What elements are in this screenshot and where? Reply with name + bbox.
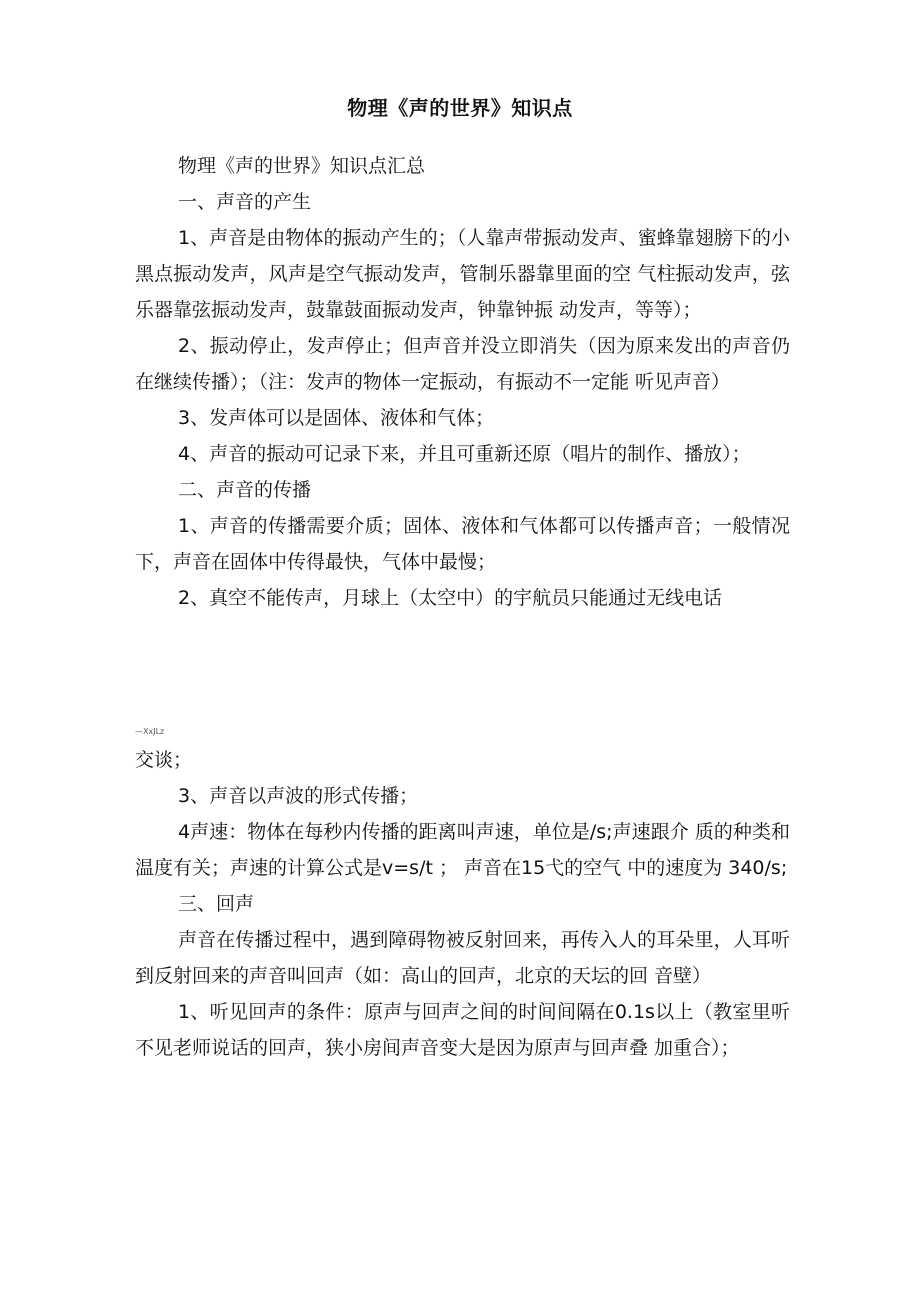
paragraph-echo-definition: 声音在传播过程中，遇到障碍物被反射回来，再传入人的耳朵里，人耳听到反射回来的声音叫回声（如：高山的回声，北京的天坛的回 音壁） (135, 929, 790, 987)
section-heading-sound-propagation: 二、声音的传播 (178, 479, 312, 501)
document-title: 物理《声的世界》知识点 (347, 96, 573, 120)
paragraph-sound-propagation-3: 3、声音以声波的形式传播； (178, 785, 419, 807)
paragraph-sound-speed: 4声速：物体在每秒内传播的距离叫声速，单位是/s;声速跟介 质的种类和温度有关；声速的计算公式是v=s/t ； 声音在15弋的空气 中的速度为 340/s; (135, 821, 790, 879)
paragraph-echo-condition: 1、听见回声的条件：原声与回声之间的时间间隔在0.1s以上（教室里听不见老师说话的回声，狭小房间声音变大是因为原声与回声叠 加重合）； (135, 1001, 790, 1059)
section-heading-echo: 三、回声 (178, 893, 255, 915)
paragraph-summary-heading: 物理《声的世界》知识点汇总 (178, 155, 426, 177)
paragraph-sound-production-4: 4、声音的振动可记录下来，并且可重新还原（唱片的制作、播放）； (178, 443, 751, 465)
paragraph-sound-production-3: 3、发声体可以是固体、液体和气体； (178, 407, 495, 429)
section-heading-sound-production: 一、声音的产生 (178, 191, 312, 213)
paragraph-sound-propagation-1: 1、声音的传播需要介质；固体、液体和气体都可以传播声音；一般情况下，声音在固体中传得最快，气体中最慢； (135, 515, 790, 573)
paragraph-sound-propagation-2-continued: 交谈； (135, 749, 193, 771)
paragraph-sound-propagation-2: 2、真空不能传声，月球上（太空中）的宇航员只能通过无线电话 (178, 587, 723, 609)
paragraph-sound-production-2: 2、振动停止，发声停止；但声音并没立即消失（因为原来发出的声音仍在继续传播）；（注：发声的物体一定振动，有振动不一定能 听见声音） (135, 335, 790, 393)
paragraph-sound-production-1: 1、声音是由物体的振动产生的；（人靠声带振动发声、蜜蜂靠翅膀下的小黑点振动发声，风声是空气振动发声，管制乐器靠里面的空 气柱振动发声，弦乐器靠弦振动发声，鼓靠鼓面振动发声，钟靠钟振 动发声，等等）； (135, 227, 790, 321)
document-body-top (135, 148, 790, 616)
document-body-bottom (135, 742, 790, 1066)
margin-mark: —XxJLz (135, 727, 165, 736)
